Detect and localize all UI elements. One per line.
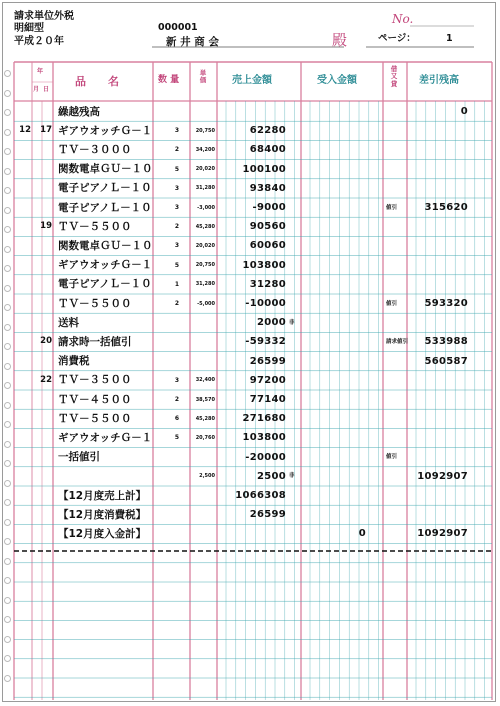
customer-name: 新 井 商 会 — [166, 36, 219, 48]
row-unit-price: 31,280 — [195, 281, 215, 288]
row-month: 12 — [19, 125, 31, 136]
row-balance: 560587 — [424, 355, 468, 367]
row-quantity: 2 — [174, 146, 180, 154]
row-quantity: 1 — [174, 280, 180, 288]
row-quantity: 6 — [174, 415, 180, 423]
row-sales-amount: -20000 — [245, 451, 286, 463]
row-item-name: ＴＶ－５５００ — [58, 220, 132, 233]
row-unit-price: -5,000 — [197, 300, 215, 307]
col-day: 日 — [43, 86, 50, 93]
row-item-name: ＴＶ－３０００ — [58, 143, 132, 156]
row-item-name: ギアウオッチＧ－１ — [58, 124, 153, 137]
row-quantity: 2 — [174, 223, 180, 231]
row-quantity: 5 — [174, 165, 180, 173]
row-item-name: ＴＶ－５５００ — [58, 412, 132, 425]
row-balance: 315620 — [424, 202, 468, 213]
col-received-amount: 受入金額 — [317, 75, 357, 86]
row-item-name: 電子ピアノＬ－１０ — [58, 201, 152, 214]
row-sales-amount: 100100 — [242, 163, 286, 175]
page-number: 1 — [446, 33, 453, 44]
row-sales-amount: 103800 — [242, 259, 286, 271]
row-quantity: 3 — [174, 376, 180, 384]
row-tax-flag: 非 — [289, 319, 295, 326]
row-unit-price: 20,750 — [195, 127, 215, 134]
row-quantity: 2 — [174, 396, 180, 403]
row-item-name: ＴＶ－３５００ — [58, 374, 132, 387]
row-quantity: 3 — [174, 127, 180, 135]
row-item-name: ギアウオッチＧ－１ — [58, 259, 153, 272]
form-type-line1: 請求単位外税 — [14, 11, 74, 22]
row-sales-amount: 271680 — [242, 413, 286, 425]
row-sales-amount: -9000 — [252, 202, 286, 213]
row-unit-price: 45,280 — [195, 223, 215, 230]
honorific: 殿 — [332, 31, 348, 49]
col-balance: 差引残高 — [419, 75, 459, 86]
row-sales-amount: -59332 — [245, 336, 286, 348]
row-sales-amount: 68400 — [249, 144, 286, 156]
row-item-name: 電子ピアノＬ－１０ — [58, 182, 152, 195]
row-day: 19 — [40, 221, 52, 232]
row-sales-amount: 77140 — [249, 394, 286, 405]
row-item-name: 消費税 — [58, 355, 90, 368]
row-unit-price: -3,000 — [197, 204, 215, 211]
row-tax-flag: 非 — [289, 473, 295, 480]
era-year: 平成２０年 — [14, 36, 64, 47]
row-sales-amount: 62280 — [249, 125, 286, 137]
row-quantity: 3 — [174, 204, 180, 211]
row-day: 17 — [40, 125, 52, 136]
row-item-name: 繰越残高 — [58, 105, 100, 118]
row-sales-amount: 26599 — [249, 355, 286, 367]
row-received-amount: 0 — [358, 528, 366, 540]
row-day: 20 — [40, 336, 52, 347]
row-sales-amount: 90560 — [249, 221, 286, 233]
row-unit-price: 20,020 — [195, 166, 215, 173]
row-debit-credit-mark: 値引 — [386, 454, 398, 461]
row-item-name: 【12月度入金計】 — [58, 527, 147, 540]
row-balance: 1092907 — [417, 528, 468, 540]
row-quantity: 5 — [174, 434, 180, 442]
row-sales-amount: 93840 — [249, 182, 286, 194]
row-item-name: 【12月度売上計】 — [58, 489, 147, 502]
col-year: 年 — [37, 68, 44, 75]
col-month: 月 — [33, 86, 40, 93]
row-item-name: ＴＶ－４５００ — [58, 393, 132, 406]
row-debit-credit-mark: 値引 — [386, 204, 398, 211]
row-unit-price: 20,760 — [195, 434, 215, 441]
row-unit-price: 38,570 — [195, 396, 215, 403]
col-quantity: 数 量 — [158, 75, 180, 85]
row-item-name: ＴＶ－５５００ — [58, 297, 132, 310]
row-quantity: 3 — [174, 242, 180, 250]
col-unit-price: 単 価 — [199, 69, 207, 85]
row-sales-amount: 1066308 — [235, 490, 286, 501]
row-debit-credit-mark: 値引 — [386, 300, 398, 307]
row-unit-price: 2,500 — [199, 473, 215, 480]
row-item-name: 請求時一括値引 — [58, 335, 132, 348]
row-unit-price: 20,750 — [195, 262, 215, 269]
col-sales-amount: 売上金額 — [232, 75, 272, 86]
row-item-name: 電子ピアノＬ－１０ — [58, 278, 152, 291]
row-sales-amount: 60060 — [249, 240, 286, 252]
row-item-name: ギアウオッチＧ－１ — [58, 431, 153, 444]
row-unit-price: 31,280 — [195, 185, 215, 192]
row-sales-amount: 31280 — [249, 278, 286, 290]
page-label: ページ： — [378, 33, 416, 44]
row-balance: 1092907 — [417, 470, 468, 482]
row-sales-amount: 103800 — [242, 432, 286, 444]
row-sales-amount: -10000 — [245, 298, 286, 309]
row-quantity: 2 — [174, 300, 180, 307]
row-balance: 593320 — [424, 298, 468, 309]
row-item-name: 一括値引 — [58, 451, 100, 464]
row-sales-amount: 2500 — [256, 470, 286, 482]
no-label: No. — [392, 12, 414, 26]
row-quantity: 5 — [174, 261, 180, 269]
row-balance: 0 — [460, 106, 468, 117]
customer-code: 000001 — [158, 22, 198, 33]
row-item-name: 関数電卓ＧＵ－１０ — [58, 163, 153, 176]
row-unit-price: 45,280 — [195, 415, 215, 422]
form-type-line2: 明細型 — [14, 23, 44, 34]
col-debit-credit: 借 又 貸 — [390, 65, 398, 88]
row-sales-amount: 97200 — [249, 374, 286, 386]
row-unit-price: 34,200 — [195, 146, 215, 153]
row-item-name: 【12月度消費税】 — [58, 508, 147, 521]
row-balance: 533988 — [424, 336, 468, 348]
row-sales-amount: 2000 — [256, 317, 286, 329]
row-item-name: 関数電卓ＧＵ－１０ — [58, 239, 153, 252]
row-quantity: 3 — [174, 184, 180, 192]
row-unit-price: 20,020 — [195, 242, 215, 249]
row-unit-price: 32,400 — [195, 377, 215, 384]
row-day: 22 — [40, 374, 52, 385]
row-debit-credit-mark: 請求値引 — [386, 338, 409, 345]
col-item-name: 品 名 — [75, 75, 119, 88]
row-item-name: 送料 — [58, 316, 79, 329]
row-sales-amount: 26599 — [249, 509, 286, 521]
